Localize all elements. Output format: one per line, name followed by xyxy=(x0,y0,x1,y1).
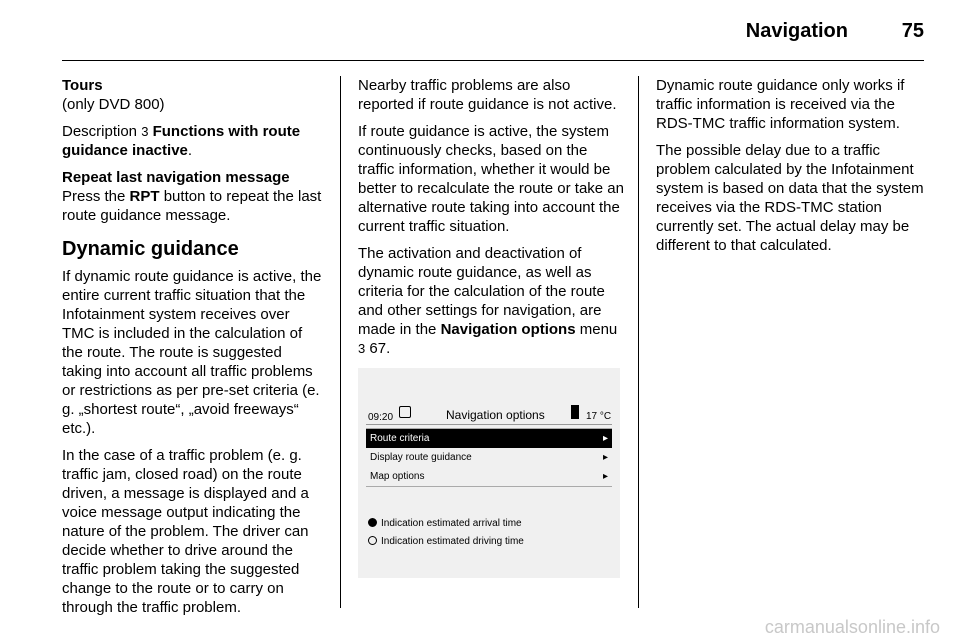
indication-driving-option[interactable] xyxy=(368,532,524,551)
desc-link[interactable]: Functions with route guidance inactive xyxy=(62,123,301,159)
watermark: carmanualsonline.info xyxy=(764,617,940,637)
screen-time: 09:20 xyxy=(368,412,394,423)
column-divider xyxy=(340,76,341,608)
column-2 xyxy=(358,76,626,578)
indication-arrival-option[interactable] xyxy=(368,514,522,533)
navigation-options-screenshot xyxy=(358,368,620,578)
p3-post: menu xyxy=(579,321,618,338)
menu-item-label: Route criteria xyxy=(370,433,430,444)
nav-options-label: Navigation options xyxy=(440,321,576,338)
tours-description xyxy=(62,122,324,160)
repeat-post: button to repeat the last route guidance message. xyxy=(62,188,322,224)
dyn-paragraph-2: In the case of a traffic problem (e. g. traffic jam, closed road) on the route driven, a message is displayed and a voice message output indicating the nature of the problem. The driver can decide whether to drive around the traffic problem taking the suggested change to the route or to carry on through the traffic problem. xyxy=(62,447,309,616)
chevron-right-icon: ▸ xyxy=(602,471,608,482)
column-1 xyxy=(62,76,324,625)
col2-paragraph-1: Nearby traffic problems are also reported if route guidance is not active. xyxy=(358,77,617,113)
option-label: Indication estimated arrival time xyxy=(381,518,522,529)
radio-selected-icon xyxy=(368,518,377,527)
ref-arrow-icon: 3 xyxy=(141,124,149,139)
repeat-heading: Repeat last navigation message xyxy=(62,169,290,186)
column-3 xyxy=(656,76,924,263)
screen-status-bar xyxy=(366,404,612,425)
repeat-text xyxy=(62,187,324,225)
col3-paragraph-1: Dynamic route guidance only works if traffic information is received via the RDS-TMC traffic information system. xyxy=(656,77,905,132)
p3-page-ref[interactable]: 67. xyxy=(369,340,391,357)
page-number: 75 xyxy=(901,20,924,42)
chevron-right-icon: ▸ xyxy=(602,433,608,444)
thermometer-icon xyxy=(571,405,579,419)
menu-item-map-options[interactable] xyxy=(366,467,612,486)
screen-title: Navigation options xyxy=(446,408,545,422)
dynamic-guidance-heading: Dynamic guidance xyxy=(62,238,239,260)
col2-paragraph-2: If route guidance is active, the system continuously checks, based on the traffic information, whether it would be better to recalculate the route or take an alternative route taking into account the current traffic situation. xyxy=(358,123,624,235)
ref-arrow-icon: 3 xyxy=(358,341,366,356)
radio-unselected-icon xyxy=(368,536,377,545)
menu-item-route-criteria[interactable] xyxy=(366,429,612,448)
menu-item-label: Map options xyxy=(370,471,425,482)
rpt-button-label: RPT xyxy=(129,188,160,205)
tours-heading: Tours xyxy=(62,77,103,94)
dyn-paragraph-1: If dynamic route guidance is active, the entire current traffic situation that the Infotainment system receives over TMC is included in the calculation of the route. The route is suggested taking into account all traffic problems or restrictions as per pre-set criteria (e. g. „shortest route“, „avoid freeways“ etc.). xyxy=(62,268,322,437)
col3-paragraph-2: The possible delay due to a traffic problem calculated by the Infotainment system is based on data that the system receives via the RDS-TMC station currently set. The actual delay may be different to that calculated. xyxy=(656,142,924,254)
repeat-pre: Press the xyxy=(62,188,126,205)
desc-end: . xyxy=(187,142,193,159)
option-label: Indication estimated driving time xyxy=(381,536,524,547)
tours-note: (only DVD 800) xyxy=(62,96,165,113)
desc-prefix: Description xyxy=(62,123,138,140)
screen-temperature: 17 °C xyxy=(586,411,612,422)
menu-item-display-route-guidance[interactable] xyxy=(366,448,612,467)
p3-pre: The activation and deactivation of dynamic route guidance, as well as criteria for the calculation of the route and other settings for navigation, are made in the xyxy=(358,245,605,338)
chevron-right-icon: ▸ xyxy=(602,452,608,463)
screen-menu xyxy=(366,428,612,487)
page-header xyxy=(62,0,924,61)
section-title: Navigation xyxy=(745,20,848,42)
column-divider xyxy=(638,76,639,608)
col2-paragraph-3 xyxy=(358,244,626,358)
menu-item-label: Display route guidance xyxy=(370,452,472,463)
clock-icon xyxy=(399,406,411,418)
